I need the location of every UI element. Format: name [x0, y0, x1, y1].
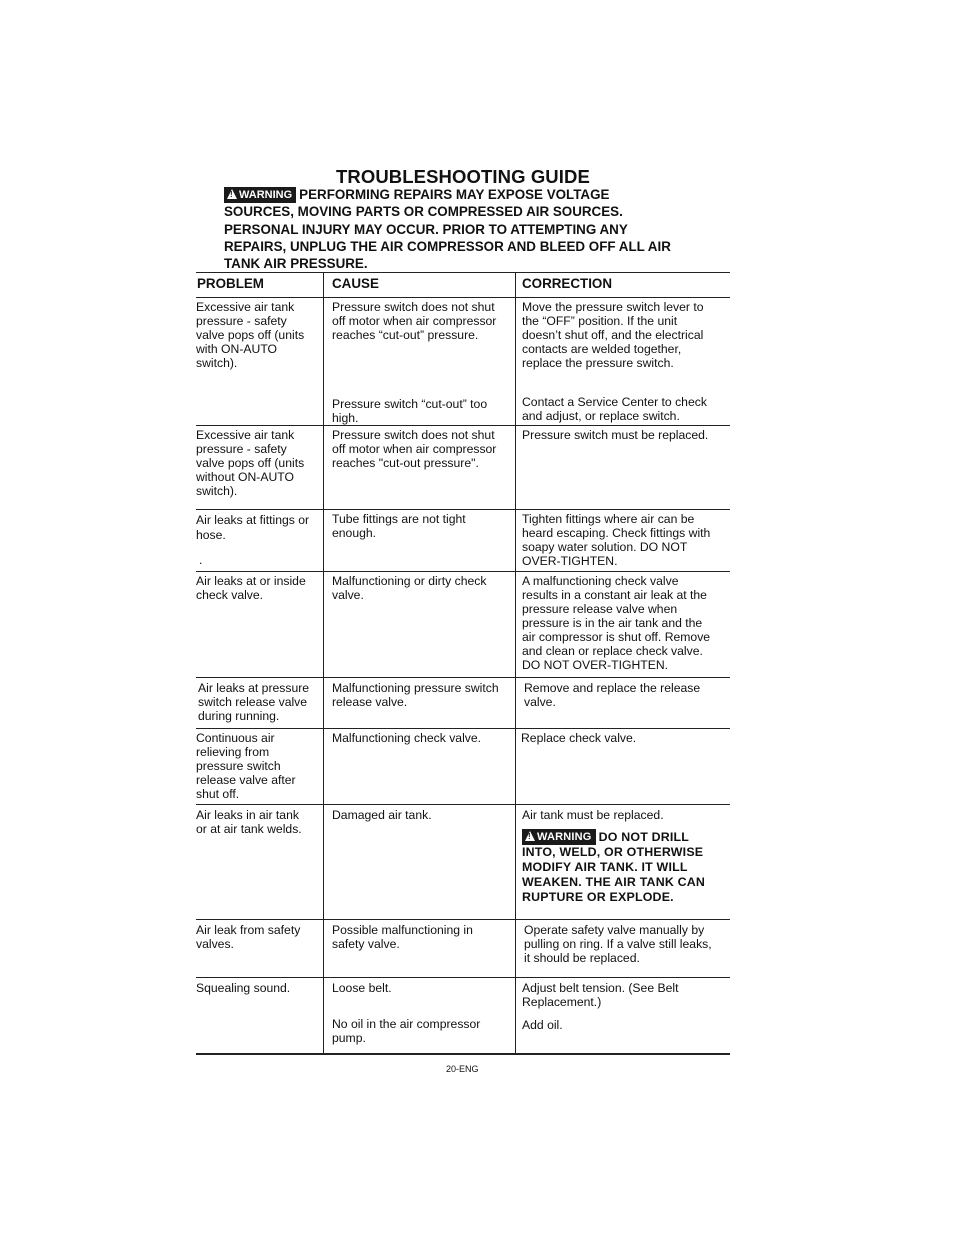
cause-cell: Pressure switch “cut-out” too high.: [332, 397, 488, 425]
cause-cell: Pressure switch does not shut off motor when air compressor reaches "cut-out pressure".: [332, 428, 497, 470]
cause-cell: Possible malfunctioning in safety valve.: [332, 923, 473, 951]
warning-badge-label: WARNING: [537, 831, 592, 843]
tank-warning: !WARNING DO NOT DRILL INTO, WELD, OR OTHERWISE MODIFY AIR TANK. IT WILL WEAKEN. THE AIR TANK CAN RUPTURE OR EXPLODE.: [522, 829, 732, 905]
cause-cell: Tube fittings are not tight enough.: [332, 512, 466, 540]
row-divider: [196, 919, 730, 920]
problem-cell: Air leaks at or inside check valve.: [196, 574, 306, 602]
cause-cell: Malfunctioning check valve.: [332, 731, 482, 745]
warning-badge: [522, 829, 596, 845]
table-bottom-rule: [196, 1053, 730, 1055]
cause-cell: Pressure switch does not shut off motor when air compressor reaches “cut-out” pressure.: [332, 300, 497, 342]
column-header-cause: CAUSE: [332, 276, 379, 291]
correction-cell: A malfunctioning check valve results in a constant air leak at the pressure release valve when pressure is in the air tank and the air compressor is shut off. Remove and clean or replace check valve. DO NOT OVER-TIGHTEN.: [522, 574, 711, 672]
correction-cell: Operate safety valve manually by pulling on ring. If a valve still leaks, it should be replaced.: [524, 923, 712, 965]
warning-badge: [224, 187, 296, 203]
warning-header: [224, 186, 734, 272]
problem-cell: Squealing sound.: [196, 981, 291, 995]
row-divider: [196, 571, 730, 572]
column-divider: [323, 272, 324, 1055]
correction-cell: Move the pressure switch lever to the “OFF” position. If the unit doesn’t shut off, and the electrical contacts are welded together, replace the pressure switch.: [522, 300, 704, 370]
header-bottom-rule: [196, 297, 730, 298]
problem-cell: Excessive air tank pressure - safety valve pops off (units without ON-AUTO switch).: [196, 428, 305, 498]
problem-cell: Continuous air relieving from pressure switch release valve after shut off.: [196, 731, 296, 801]
problem-cell: Air leaks at fittings or hose.: [196, 513, 310, 542]
column-header-problem: PROBLEM: [197, 276, 264, 291]
warning-triangle-icon: [227, 189, 237, 199]
table-top-rule: [196, 272, 730, 273]
problem-cell: Excessive air tank pressure - safety valve pops off (units with ON-AUTO switch).: [196, 300, 305, 370]
row-divider: [196, 804, 730, 805]
cause-cell: Malfunctioning pressure switch release valve.: [332, 681, 499, 709]
column-header-correction: CORRECTION: [522, 276, 613, 291]
warning-header-line-4: REPAIRS, UNPLUG THE AIR COMPRESSOR AND BLEED OFF ALL AIR: [224, 238, 671, 254]
problem-cell: Air leaks in air tank or at air tank welds.: [196, 808, 302, 836]
correction-cell: Add oil.: [522, 1018, 563, 1032]
problem-cell: Air leak from safety valves.: [196, 923, 301, 951]
cause-cell: Loose belt.: [332, 981, 392, 995]
problem-cell: Air leaks at pressure switch release valve during running.: [198, 681, 310, 723]
row-divider: [196, 509, 730, 510]
correction-cell: Adjust belt tension. (See Belt Replacement.): [522, 981, 679, 1009]
row-divider: [196, 425, 730, 426]
correction-cell: Remove and replace the release valve.: [524, 681, 701, 709]
warning-header-line-1: !WARNING PERFORMING REPAIRS MAY EXPOSE VOLTAGE: [224, 186, 734, 203]
warning-header-line-3: PERSONAL INJURY MAY OCCUR. PRIOR TO ATTEMPTING ANY: [224, 221, 628, 237]
cause-cell: No oil in the air compressor pump.: [332, 1017, 481, 1045]
page-title: TROUBLESHOOTING GUIDE: [336, 166, 590, 187]
warning-header-line-5: TANK AIR PRESSURE.: [224, 256, 368, 272]
cause-cell: Malfunctioning or dirty check valve.: [332, 574, 487, 602]
correction-cell: Replace check valve.: [521, 731, 637, 745]
warning-triangle-icon: [525, 831, 535, 841]
stray-dot: .: [199, 553, 203, 567]
correction-cell: Contact a Service Center to check and adjust, or replace switch.: [522, 395, 707, 423]
row-divider: [196, 977, 730, 978]
warning-badge-label: WARNING: [239, 189, 293, 201]
correction-cell: Pressure switch must be replaced.: [522, 428, 709, 442]
warning-header-line-2: SOURCES, MOVING PARTS OR COMPRESSED AIR SOURCES.: [224, 204, 623, 220]
column-divider: [515, 272, 516, 1055]
page-number: 20-ENG: [446, 1064, 479, 1074]
correction-cell: Air tank must be replaced.: [522, 808, 664, 822]
row-divider: [196, 677, 730, 678]
correction-cell: Tighten fittings where air can be heard escaping. Check fittings with soapy water solution. DO NOT OVER-TIGHTEN.: [522, 512, 711, 568]
row-divider: [196, 728, 730, 729]
cause-cell: Damaged air tank.: [332, 808, 432, 822]
